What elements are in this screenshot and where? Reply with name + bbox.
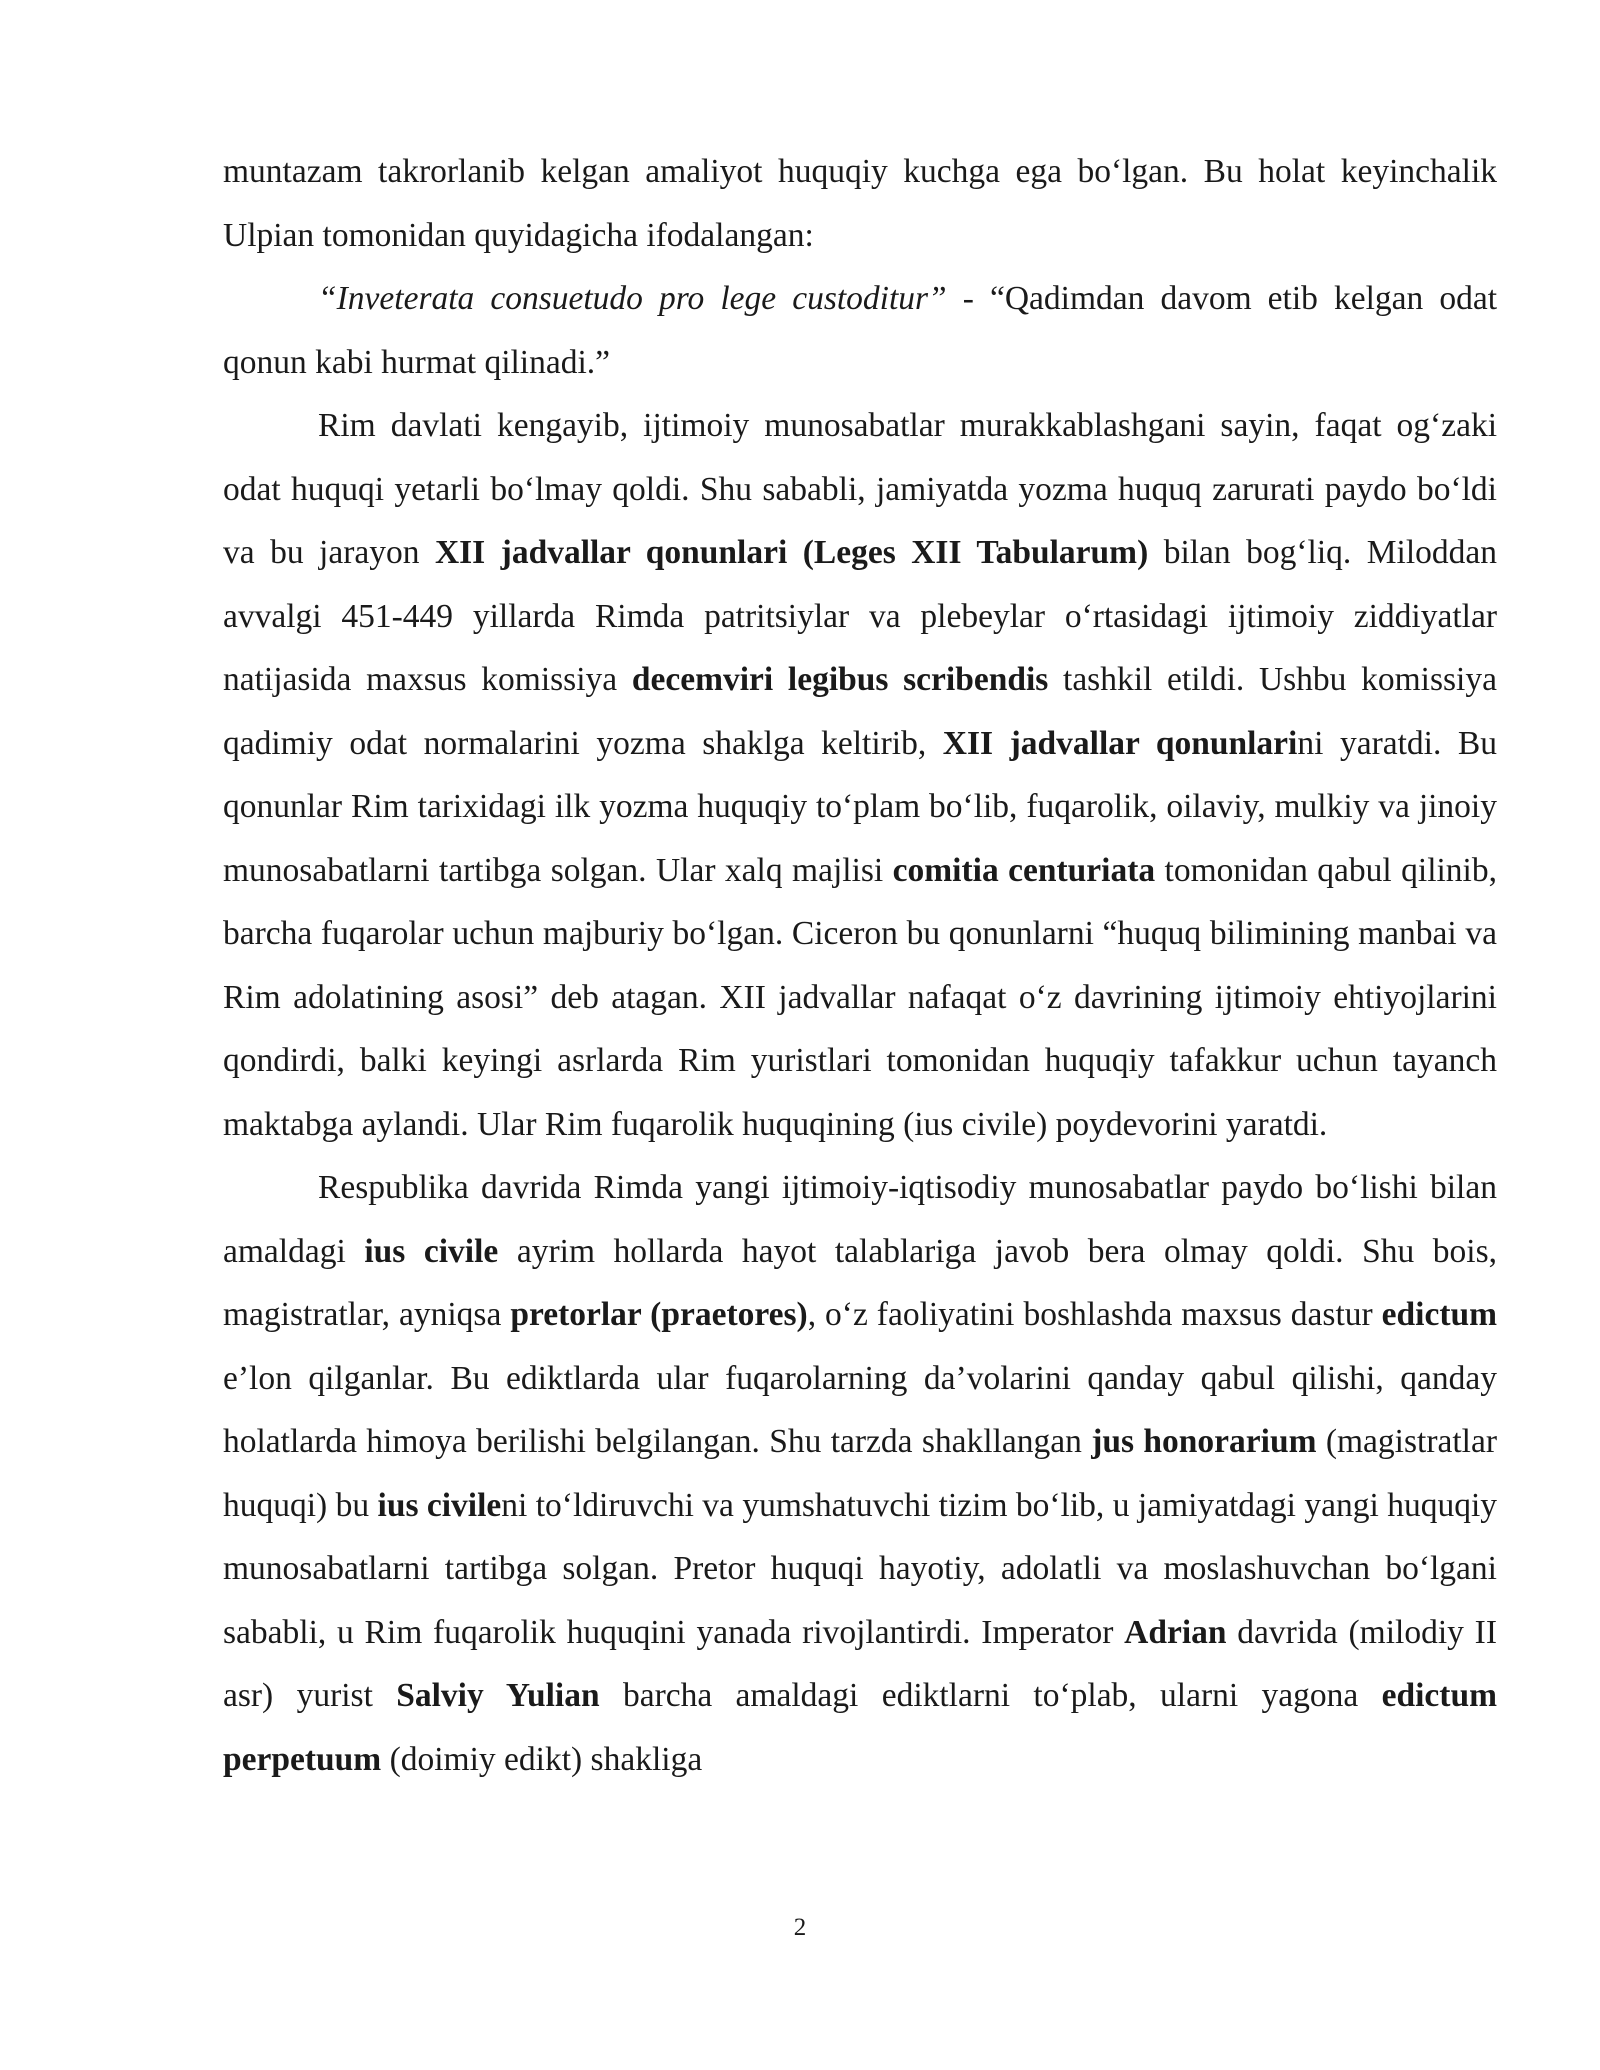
text-run: Respublika davrida Rimda yangi ijtimoiy-iqtisodiy munosabatlar paydo bo‘lishi bilan amaldagi — [223, 1169, 1497, 1270]
bold-term: ius civile — [377, 1486, 502, 1524]
text-run: ni to‘ldiruvchi va yumshatuvchi tizim bo‘lib, u jamiyatdagi yangi huquqiy munosabatlarni tartibga solgan. Pretor huquqi hayotiy, adolatli va moslashuvchan bo‘lgani sababli, u Rim fuqarolik huquqini yanada rivojlantirdi. Imperator — [223, 1486, 1498, 1651]
text-run: e’lon qilganlar. Bu ediktlarda ular fuqarolarning da’volarini qanday qabul qilishi, qanday holatlarda himoya berilishi belgilangan. Shu tarzda shakllangan — [223, 1359, 1497, 1460]
paragraph-p1 — [223, 140, 1497, 267]
text-run: (magistratlar huquqi) bu — [223, 1423, 1497, 1524]
bold-term: jus honorarium — [1091, 1423, 1317, 1460]
text-run: tashkil etildi. Ushbu komissiya qadimiy odat normalarini yozma shaklga keltirib, — [223, 661, 1497, 762]
text-run: - “Qadimdan davom etib kelgan odat qonun kabi hurmat qilinadi.” — [223, 280, 1498, 381]
bold-term: XII jadvallar qonunlari — [942, 724, 1298, 762]
paragraph-p4 — [223, 1156, 1497, 1791]
text-run: ni yaratdi. Bu qonunlar Rim tarixidagi ilk yozma huquqiy to‘plam bo‘lib, fuqarolik, oilaviy, mulkiy va jinoiy munosabatlarni tartibga solgan. Ular xalq majlisi — [223, 724, 1497, 889]
bold-term: Salviy Yulian — [396, 1677, 600, 1714]
document-body — [223, 140, 1497, 1791]
text-run: (doimiy edikt) shakliga — [381, 1740, 703, 1778]
bold-term: decemviri legibus scribendis — [631, 661, 1049, 698]
paragraph-p2 — [223, 267, 1497, 394]
text-run: ayrim hollarda hayot talablariga javob bera olmay qoldi. Shu bois, magistratlar, ayniqsa — [223, 1232, 1497, 1333]
bold-term: edictum — [1381, 1296, 1498, 1333]
bold-term: ius civile — [364, 1232, 499, 1270]
bold-term: edictum perpetuum — [223, 1677, 1497, 1778]
page-number: 2 — [793, 1914, 807, 1941]
text-run: tomonidan qabul qilinib, barcha fuqarolar uchun majburiy bo‘lgan. Ciceron bu qonunlarni “huquq bilimining manbai va Rim adolatining asosi” deb atagan. XII jadvallar nafaqat o‘z davrining ijtimoiy ehtiyojlarini qondirdi, balki keyingi asrlarda Rim yuristlari tomonidan huquqiy tafakkur uchun tayanch maktabga aylandi. Ular Rim fuqarolik huquqining (ius civile) poydevorini yaratdi. — [223, 851, 1497, 1143]
bold-term: XII jadvallar qonunlari (Leges XII Tabularum) — [434, 534, 1149, 571]
italic-quote: “Inveterata consuetudo pro lege custoditur” — [318, 280, 947, 317]
text-run: , o‘z faoliyatini boshlashda maxsus dastur — [807, 1296, 1382, 1333]
bold-term: pretorlar (praetores) — [510, 1296, 808, 1333]
text-run: Rim davlati kengayib, ijtimoiy munosabatlar murakkablashgani sayin, faqat og‘zaki odat huquqi yetarli bo‘lmay qoldi. Shu sababli, jamiyatda yozma huquq zarurati paydo bo‘ldi va bu jarayon — [223, 407, 1497, 571]
paragraph-p3 — [223, 394, 1497, 1156]
text-run: barcha amaldagi ediktlarni to‘plab, ularni yagona — [599, 1677, 1382, 1714]
bold-term: Adrian — [1124, 1613, 1227, 1651]
bold-term: comitia centuriata — [892, 851, 1156, 889]
text-run: bilan bog‘liq. Miloddan avvalgi 451-449 yillarda Rimda patritsiylar va plebeylar o‘rtasidagi ijtimoiy ziddiyatlar natijasida maxsus komissiya — [223, 534, 1497, 698]
text-run: davrida (milodiy II asr) yurist — [223, 1613, 1497, 1714]
text-run: muntazam takrorlanib kelgan amaliyot huquqiy kuchga ega bo‘lgan. Bu holat keyinchalik Ulpian tomonidan quyidagicha ifodalangan: — [223, 153, 1497, 254]
